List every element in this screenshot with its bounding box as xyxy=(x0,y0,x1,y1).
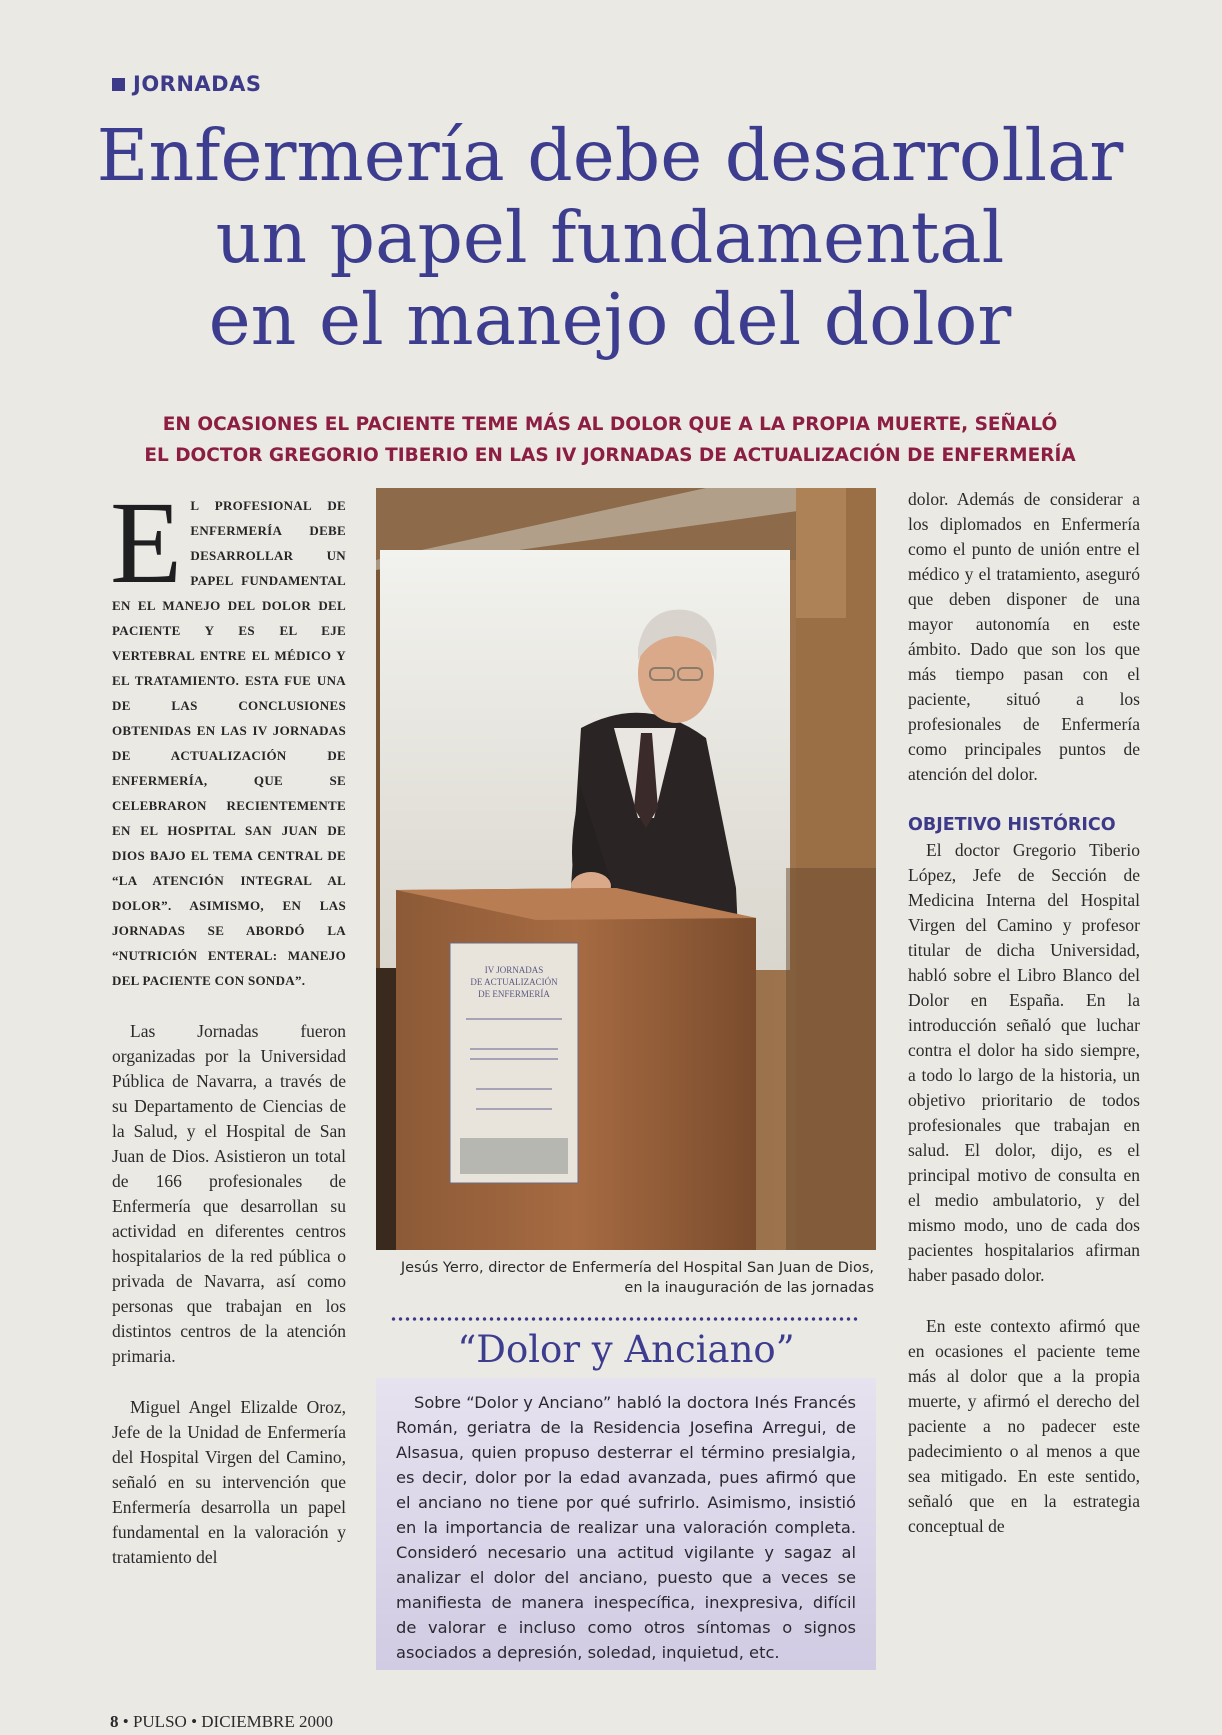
speaker-photo xyxy=(376,488,876,1250)
poster-line: DE ENFERMERÍA xyxy=(478,989,550,999)
column-left xyxy=(110,477,346,1570)
caption-line-1: Jesús Yerro, director de Enfermería del Hospital San Juan de Dios, xyxy=(400,1260,874,1276)
body-paragraph: Las Jornadas fueron organizadas por la Universidad Pública de Navarra, a través de su Departamento de Ciencias de la Salud, y el Hospital de San Juan de Dios. Asistieron un total de 166 profesionales de Enfermería que desarrollan su actividad en diferentes centros hospitalarios de la red pública o privada de Navarra, así como personas que trabajan en los distintos centros de la atención primaria. xyxy=(112,1021,346,1366)
subheadline-line-2: EL DOCTOR GREGORIO TIBERIO EN LAS IV JORNADAS DE ACTUALIZACIÓN DE ENFERMERÍA xyxy=(144,445,1076,466)
body-paragraph: El doctor Gregorio Tiberio López, Jefe de Sección de Medicina Interna del Hospital Virgen del Camino y profesor titular de dicha Universidad, habló sobre el Libro Blanco del Dolor en España. En la introducción señaló que luchar contra el dolor ha sido siempre, a todo lo largo de la historia, un objetivo prioritario de todos profesionales que trabajan en salud. El dolor, dijo, es el principal motivo de consulta en el medio ambulatorio, y del mismo modo, uno de cada dos pacientes hospitalarios afirman haber pasado dolor. xyxy=(908,840,1140,1285)
page-number: 8 xyxy=(110,1712,119,1731)
headline-line-3: en el manejo del dolor xyxy=(208,278,1012,361)
magazine-name: PULSO xyxy=(132,1712,187,1731)
sidebar-title: “Dolor y Anciano” xyxy=(457,1328,795,1371)
subheadline-line-1: EN OCASIONES EL PACIENTE TEME MÁS AL DOLOR QUE A LA PROPIA MUERTE, SEÑALÓ xyxy=(162,414,1058,435)
footer-separator: • xyxy=(191,1712,198,1731)
headline xyxy=(60,115,1160,361)
photo-caption xyxy=(376,1258,874,1298)
section-tag xyxy=(112,72,261,96)
headline-line-2: un papel fundamental xyxy=(215,196,1005,279)
headline-line-1: Enfermería debe desarrollar xyxy=(96,114,1124,197)
section-label: JORNADAS xyxy=(133,72,262,96)
sidebar-box xyxy=(376,1378,876,1670)
body-paragraph: dolor. Además de considerar a los diplomados en Enfermería como el punto de unión entre el médico y el tratamiento, aseguró que deben disponer de una mayor autonomía en este ámbito. Dado que son los que más tiempo pasan con el paciente, situó a los profesionales de Enfermería como principales puntos de atención del dolor. xyxy=(908,489,1140,784)
body-paragraph: En este contexto afirmó que en ocasiones el paciente teme más al dolor que a la propia muerte, y afirmó el derecho del paciente a no padecer este padecimiento o al menos a que sea mitigado. En este sentido, señaló que en la estrategia conceptual de xyxy=(908,1316,1140,1536)
subheadline xyxy=(60,409,1160,471)
dotted-divider xyxy=(390,1316,860,1322)
footer-separator: • xyxy=(122,1712,129,1731)
square-bullet-icon xyxy=(112,78,125,91)
drop-cap: E xyxy=(110,477,183,608)
column-right xyxy=(908,487,1140,1539)
page-footer xyxy=(110,1712,333,1732)
lead-text: L PROFESIONAL DE ENFERMERÍA DEBE DESARROLLAR UN PAPEL FUNDAMENTAL EN EL MANEJO DEL DOLOR DEL PACIENTE Y ES EL EJE VERTEBRAL ENTRE EL MÉDICO Y EL TRATAMIENTO. ESTA FUE UNA DE LAS CONCLUSIONES OBTENIDAS EN LAS IV JORNADAS DE ACTUALIZACIÓN DE ENFERMERÍA, QUE SE CELEBRARON RECIENTEMENTE EN EL HOSPITAL SAN JUAN DE DIOS BAJO EL TEMA CENTRAL DE “LA ATENCIÓN INTEGRAL AL DOLOR”. ASIMISMO, EN LAS JORNADAS SE ABORDÓ LA “NUTRICIÓN ENTERAL: MANEJO DEL PACIENTE CON SONDA”. xyxy=(112,498,346,988)
body-paragraph: Miguel Angel Elizalde Oroz, Jefe de la Unidad de Enfermería del Hospital Virgen del Camino, señaló en su intervención que Enfermería desarrolla un papel fundamental en la valoración y tratamiento del xyxy=(112,1397,346,1567)
caption-line-2: en la inauguración de las jornadas xyxy=(624,1280,874,1296)
issue-date: DICIEMBRE 2000 xyxy=(201,1712,334,1731)
section-heading: OBJETIVO HISTÓRICO xyxy=(908,815,1116,835)
sidebar-text: Sobre “Dolor y Anciano” habló la doctora Inés Francés Román, geriatra de la Residencia Josefina Arregui, de Alsasua, quien propuso desterrar el término presialgia, es decir, dolor por la edad avanzada, pues afirmó que el anciano no tiene por qué sufrirlo. Asimismo, insistió en la importancia de realizar una valoración completa. Consideró necesario una actitud vigilante y sagaz al analizar el dolor del anciano, puesto que a veces se manifiesta de manera inespecífica, inexpresiva, difícil de valorar e incluso como otros síntomas o signos asociados a depresión, soledad, inquietud, etc. xyxy=(396,1393,856,1662)
poster-line: DE ACTUALIZACIÓN xyxy=(470,977,558,987)
poster-line: IV JORNADAS xyxy=(484,965,544,975)
lead-paragraph xyxy=(110,477,346,993)
